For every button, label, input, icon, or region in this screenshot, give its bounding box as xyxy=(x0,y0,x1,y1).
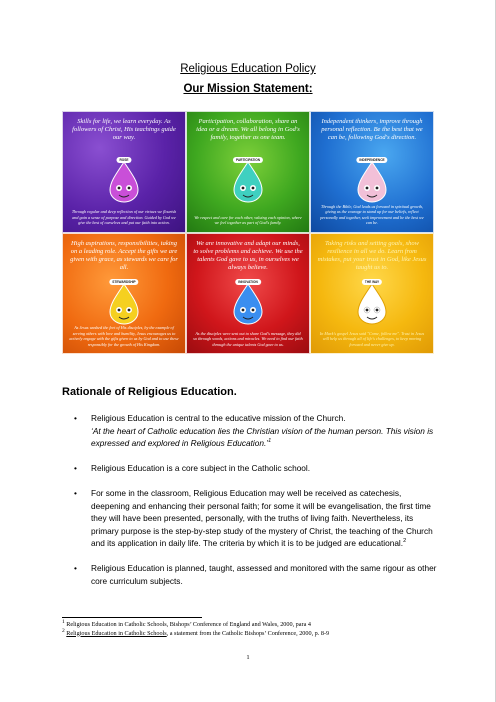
virtue-tile-text: High aspirations, responsibilities, taking on a leading role. Accept the gifts we are given with grace, as stewards we care for all. xyxy=(70,239,178,271)
virtue-tile-text: Participation, collaboration, share an idea or a dream. We all belong in God's family, together as one team. xyxy=(196,118,300,141)
list-item xyxy=(62,487,442,550)
bullet-text: For some in the classroom, Religious Education may well be received as catechesis, deepening and enhancing their personal faith; for some it will be evangelisation, the first time they will have been presented, personally, with the truths of living faith. Nevertheless, its primary purpose is the step-by-step study of the mystery of Christ, the teaching of the Church and its application in daily life. The criteria by which it is to be judged are educational. xyxy=(91,488,433,548)
virtue-tile-stewardship xyxy=(62,233,186,355)
bullet-text: Religious Education is a core subject in the Catholic school. xyxy=(91,463,311,473)
bullet-quote: ‘At the heart of Catholic education lies the Christian vision of the human person. This vision is expressed and explored in Religious Education.’ xyxy=(91,425,434,448)
virtue-badge: INNOVATION xyxy=(235,279,261,285)
droplet-mascot-icon xyxy=(352,160,392,204)
list-item xyxy=(62,412,442,450)
bullet-icon: • xyxy=(74,563,77,573)
droplet-mascot-icon xyxy=(228,160,268,204)
list-item xyxy=(62,562,442,587)
bullet-icon: • xyxy=(74,463,77,473)
virtue-tile-footer: We respect and care for each other, valuing each opinion, where we feel together as part of God's family. xyxy=(194,214,302,226)
virtue-tile-independence xyxy=(310,111,434,233)
bullet-icon: • xyxy=(74,488,77,498)
virtue-tile-rose xyxy=(62,111,186,233)
virtue-badge: PARTICIPATION xyxy=(233,157,263,163)
droplet-mascot-icon xyxy=(104,282,144,326)
virtue-badge: THE WAY xyxy=(362,279,382,285)
section-heading: Rationale of Religious Education. xyxy=(62,386,237,398)
footnote: $^2$ Religious Education in Catholic Schools, a statement from the Catholic Bishops’ Conference, 2000, p. 8-9 xyxy=(62,627,330,637)
virtue-tile-text: Independent thinkers, improve through personal reflection. Be the best that we can be, following God's direction. xyxy=(321,118,423,141)
droplet-mascot-icon xyxy=(104,160,144,204)
footnote-ref[interactable]: 2 xyxy=(403,538,407,545)
page-title: Religious Education Policy xyxy=(180,63,316,75)
virtue-tile-footer: In Mark's gospel Jesus said "Come, follow me". Trust in Jesus will help us through all of life's challenges, to keep moving forward and never give up. xyxy=(319,330,425,347)
virtue-badge: STEWARDSHIP xyxy=(109,279,138,285)
droplet-mascot-icon xyxy=(228,282,268,326)
virtue-badge: ROSE xyxy=(116,157,131,163)
virtue-tile-footer: Through the Bible, God leads us forward in spiritual growth, giving us the courage to stand up for our beliefs, reflect personally and together, seek improvement and be the best we can be. xyxy=(320,203,424,226)
virtue-tile-footer: As the disciples were sent out to share God's message, they did so through words, actions and miracles. We need to find our faith through the unique talents God gave to us. xyxy=(193,330,303,347)
footnotes xyxy=(62,618,482,638)
mission-statement-heading: Our Mission Statement: xyxy=(183,83,313,95)
bullet-icon: • xyxy=(74,413,77,423)
bullet-text: Religious Education is central to the educative mission of the Church. xyxy=(91,413,346,423)
list-item xyxy=(62,462,442,475)
virtue-tile-footer: As Jesus washed the feet of His disciples, by the example of serving others with love and humility, Jesus encourages us to actively engage with the gifts given to us by God and to use these responsibly for the growth of His Kingdom. xyxy=(69,325,179,347)
virtue-tile-footer: Through regular and deep reflection of our virtues we flourish and gain a sense of purpose and direction. Guided by God we give the best of ourselves and put our faith into action. xyxy=(71,209,177,226)
footnote-link[interactable]: Religious Education in Catholic Schools xyxy=(66,629,167,637)
virtue-tile-the-way xyxy=(310,233,434,355)
footnote: $^1$ Religious Education in Catholic Schools, Bishops’ Conference of England and Wales, 2000, para 4 xyxy=(62,618,311,628)
virtue-tile-text: Taking risks and setting goals, show resilience in all we do. Learn from mistakes, put your trust in God, like Jesus taught us to. xyxy=(317,239,427,271)
footnote-divider xyxy=(62,617,202,618)
virtue-tile-text: We are innovative and adapt our minds, to solve problems and achieve. We use the talents God gave to us, in ourselves we always believe. xyxy=(193,239,303,271)
footnote-ref[interactable]: 1 xyxy=(268,438,272,445)
virtue-tile-text: Skills for life, we learn everyday. As followers of Christ, His teachings guide our way. xyxy=(72,118,176,141)
bullet-text: Religious Education is planned, taught, assessed and monitored with the same rigour as other core curriculum subjects. xyxy=(91,563,437,586)
virtue-badge: INDEPENDENCE xyxy=(356,157,387,163)
droplet-mascot-icon xyxy=(352,282,392,326)
page-number: 1 xyxy=(246,654,250,661)
mission-virtues-poster xyxy=(62,111,434,354)
rationale-bullet-list xyxy=(62,412,442,600)
virtue-tile-innovation xyxy=(186,233,310,355)
virtue-tile-participation xyxy=(186,111,310,233)
